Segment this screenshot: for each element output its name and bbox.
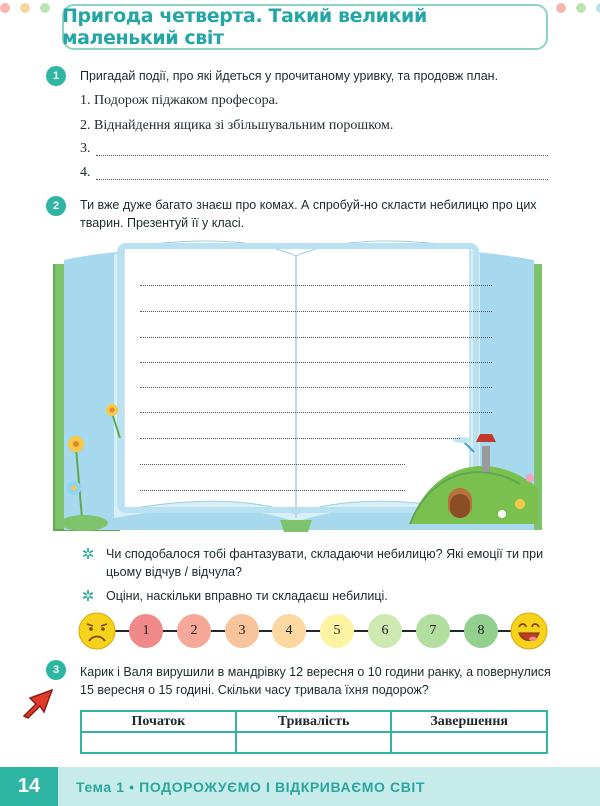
table-cell-start-answer[interactable] [81, 732, 236, 753]
table-header-row [81, 711, 547, 732]
reflection-question-line-2: цьому відчув / відчула? [106, 565, 243, 579]
decorative-dots-left [0, 3, 50, 17]
task-2-badge: 2 [46, 196, 66, 216]
table-header-duration: Тривалість [236, 711, 391, 732]
page-number: 14 [0, 767, 58, 806]
plan-item-3-answer-line[interactable] [96, 155, 548, 156]
plan-item-4-answer-line[interactable] [96, 179, 548, 180]
time-table [80, 710, 548, 754]
task-2-prompt-line-1: Ти вже дуже багато знаєш про комах. А спробуй-но скласти небилицю про цих [80, 198, 537, 212]
rating-option-3[interactable]: 3 [225, 614, 259, 648]
plan-item-4-number: 4. [80, 165, 91, 180]
task-2-prompt-line-2: тварин. Презентуй її у класі. [80, 216, 245, 230]
rating-option-1[interactable]: 1 [129, 614, 163, 648]
rating-option-5[interactable]: 5 [320, 614, 354, 648]
rating-instruction: Оціни, наскільки вправно ти складаєш небилиці. [106, 589, 388, 603]
task-3-badge: 3 [46, 660, 66, 680]
task-1-prompt: Пригадай події, про які йдеться у прочитаному уривку, та продовж план. [80, 69, 499, 83]
story-line-7[interactable] [140, 438, 460, 439]
story-line-1[interactable] [140, 285, 492, 286]
table-cell-end-answer[interactable] [391, 732, 547, 753]
table-cell-duration-answer[interactable] [236, 732, 391, 753]
story-line-6[interactable] [140, 412, 492, 413]
task-1-badge: 1 [46, 66, 66, 86]
task-3-prompt-line-1: Карик і Валя вирушили в мандрівку 12 вересня о 10 години ранку, а повернулися [80, 665, 551, 679]
arrow-icon [20, 686, 56, 720]
rating-option-2[interactable]: 2 [177, 614, 211, 648]
happy-face-icon [510, 612, 548, 650]
decorative-dots-right [556, 3, 600, 17]
rating-option-6[interactable]: 6 [368, 614, 402, 648]
story-line-5[interactable] [140, 387, 492, 388]
task-3-prompt-line-2: 15 вересня о 15 годині. Скільки часу тривала їхня подорож? [80, 683, 429, 697]
table-header-end: Завершення [391, 711, 547, 732]
story-line-9[interactable] [140, 490, 405, 491]
rating-option-4[interactable]: 4 [272, 614, 306, 648]
story-line-8[interactable] [140, 464, 405, 465]
plan-item-2: 2. Віднайдення ящика зі збільшувальним порошком. [80, 118, 394, 133]
rating-option-7[interactable]: 7 [416, 614, 450, 648]
reflection-question-line-1: Чи сподобалося тобі фантазувати, складаючи небилицю? Які емоції ти при [106, 547, 544, 561]
story-line-2[interactable] [140, 311, 492, 312]
page-title: Пригода четверта. Такий великий маленький світ [62, 5, 427, 49]
sad-face-icon [78, 612, 116, 650]
sun-icon: ✲ [81, 546, 95, 563]
plan-item-3-number: 3. [80, 141, 91, 156]
rating-option-8[interactable]: 8 [464, 614, 498, 648]
plan-item-1: 1. Подорож піджаком професора. [80, 93, 279, 108]
table-header-start: Початок [81, 711, 236, 732]
footer-topic: Тема 1 • ПОДОРОЖУЄМО І ВІДКРИВАЄМО СВІТ [76, 778, 426, 795]
table-answer-row [81, 732, 547, 753]
story-line-4[interactable] [140, 362, 492, 363]
sun-icon: ✲ [81, 588, 95, 605]
story-line-3[interactable] [140, 337, 492, 338]
